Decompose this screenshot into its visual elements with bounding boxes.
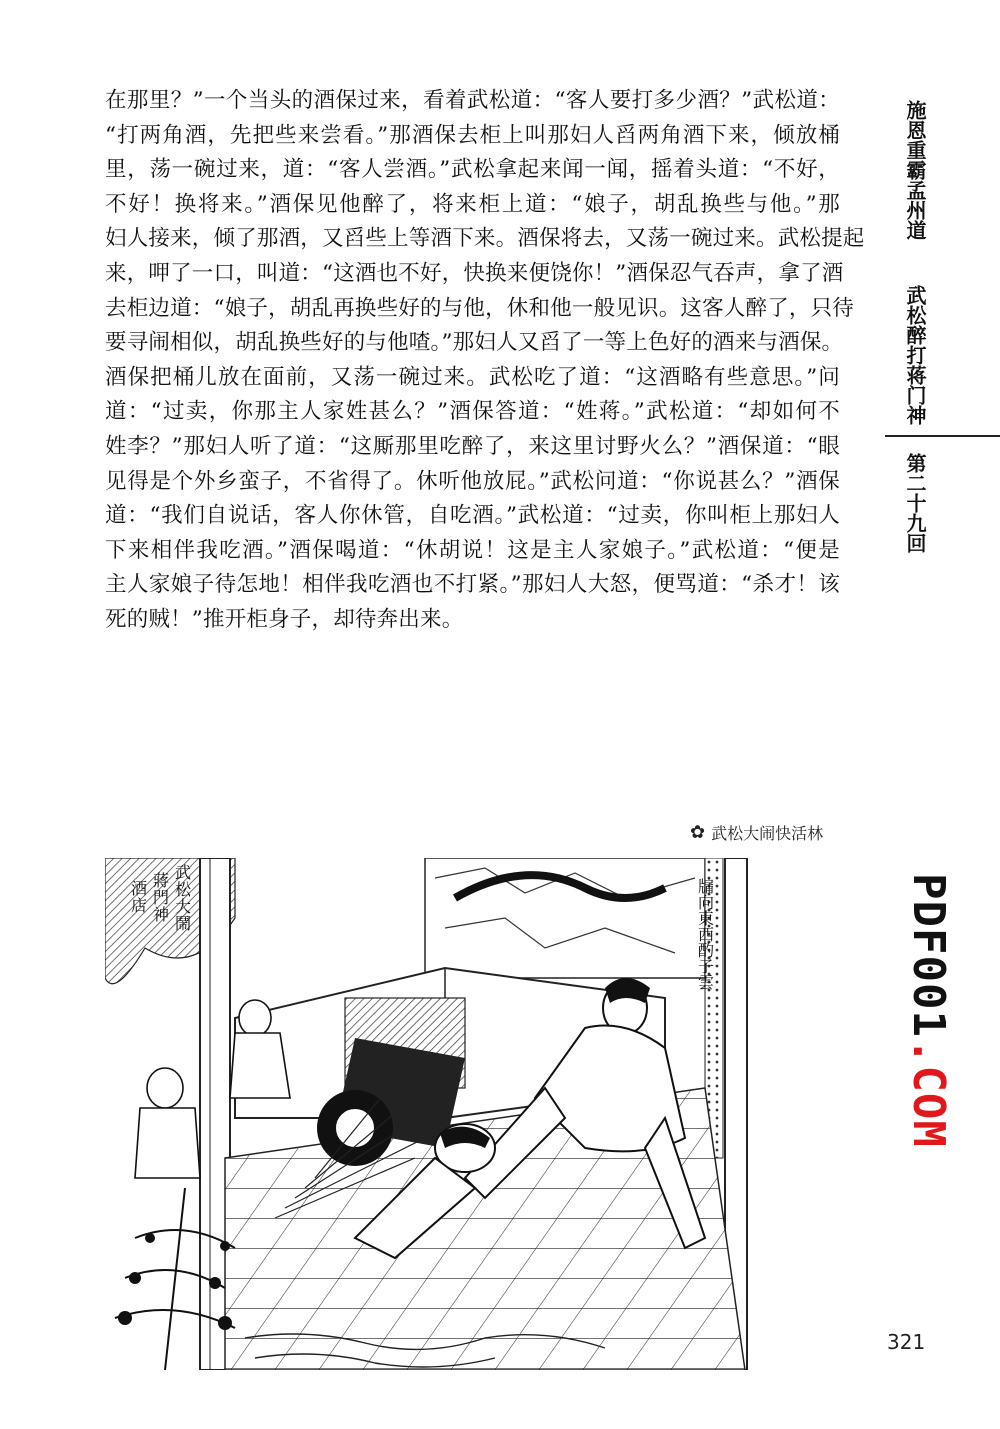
inscription-left-char: 松	[175, 880, 192, 899]
body-line: 不好！换将来。”酒保见他醉了，将来柜上道：“娘子，胡乱换些与他。”那	[105, 191, 840, 217]
inscription-left-char: 神	[153, 905, 170, 924]
pdf001-watermark	[903, 873, 960, 1148]
flower-ornament-icon: ✿	[690, 821, 706, 843]
chapter-number: 第二十九回	[903, 453, 927, 553]
figure-caption-text: 武松大闹快活林	[711, 824, 824, 843]
body-line: 要寻闹相似，胡乱换些好的与他喳。”那妇人又舀了一等上色好的酒来与酒保。	[105, 330, 844, 356]
body-line: 下来相伴我吃酒。”酒保喝道：“休胡说！这是主人家娘子。”武松道：“便是	[105, 537, 840, 563]
watermark-part-a: PDF001	[903, 873, 954, 1038]
body-line: 姓李？”那妇人听了道：“这厮那里吃醉了，来这里讨野火么？”酒保道：“眼	[105, 433, 840, 459]
inscription-left-char: 鬧	[175, 914, 192, 933]
figure-caption	[690, 821, 823, 844]
inscription-left-char: 店	[131, 896, 148, 915]
header-rule	[885, 435, 1000, 437]
inscription-left-char: 大	[175, 897, 192, 916]
body-line: 来，呷了一口，叫道：“这酒也不好，快换来便饶你！”酒保忍气吞声，拿了酒	[105, 260, 844, 286]
inscription-right: 牖向東西酌子雲	[695, 878, 715, 990]
body-line: 见得是个外乡蛮子，不省得了。休听他放屁。”武松问道：“你说甚么？”酒保	[105, 468, 840, 494]
body-line: 妇人接来，倾了那酒，又舀些上等酒下来。酒保将去，又荡一碗过来。武松提起	[105, 226, 865, 252]
body-line: 道：“我们自说话，客人你休管，自吃酒。”武松道：“过卖，你叫柜上那妇人	[105, 503, 840, 529]
watermark-part-b: .COM	[903, 1037, 954, 1148]
inscription-left-char: 門	[153, 888, 170, 907]
illustration-art	[105, 858, 765, 1370]
body-line: 主人家娘子待怎地！相伴我吃酒也不打紧。”那妇人大怒，便骂道：“杀才！该	[105, 572, 840, 598]
inscription-left-char: 蔣	[153, 871, 170, 890]
body-line: “打两角酒，先把些来尝看。”那酒保去柜上叫那妇人舀两角酒下来，倾放桶	[105, 122, 840, 148]
body-line: 去柜边道：“娘子，胡乱再换些好的与他，休和他一般见识。这客人醉了，只待	[105, 295, 854, 321]
body-text	[105, 84, 865, 638]
body-line: 在那里？”一个当头的酒保过来，看着武松道：“客人要打多少酒？”武松道：	[105, 88, 840, 113]
running-title-1: 施恩重霸孟州道	[903, 100, 927, 240]
body-line: 酒保把桶儿放在面前，又荡一碗过来。武松吃了道：“这酒略有些意思。”问	[105, 364, 840, 390]
page-number: 321	[887, 1330, 926, 1354]
inscription-left-char: 武	[175, 863, 192, 882]
woodblock-illustration	[105, 858, 765, 1370]
body-line: 道：“过卖，你那主人家姓甚么？”酒保答道：“姓蒋。”武松道：“却如何不	[105, 399, 840, 425]
inscription-left-char: 酒	[131, 879, 148, 898]
running-title-2: 武松醉打蒋门神	[903, 285, 927, 425]
body-line: 死的贼！”推开柜身子，却待奔出来。	[105, 606, 464, 632]
body-line: 里，荡一碗过来，道：“客人尝酒。”武松拿起来闻一闻，摇着头道：“不好，	[105, 157, 840, 183]
